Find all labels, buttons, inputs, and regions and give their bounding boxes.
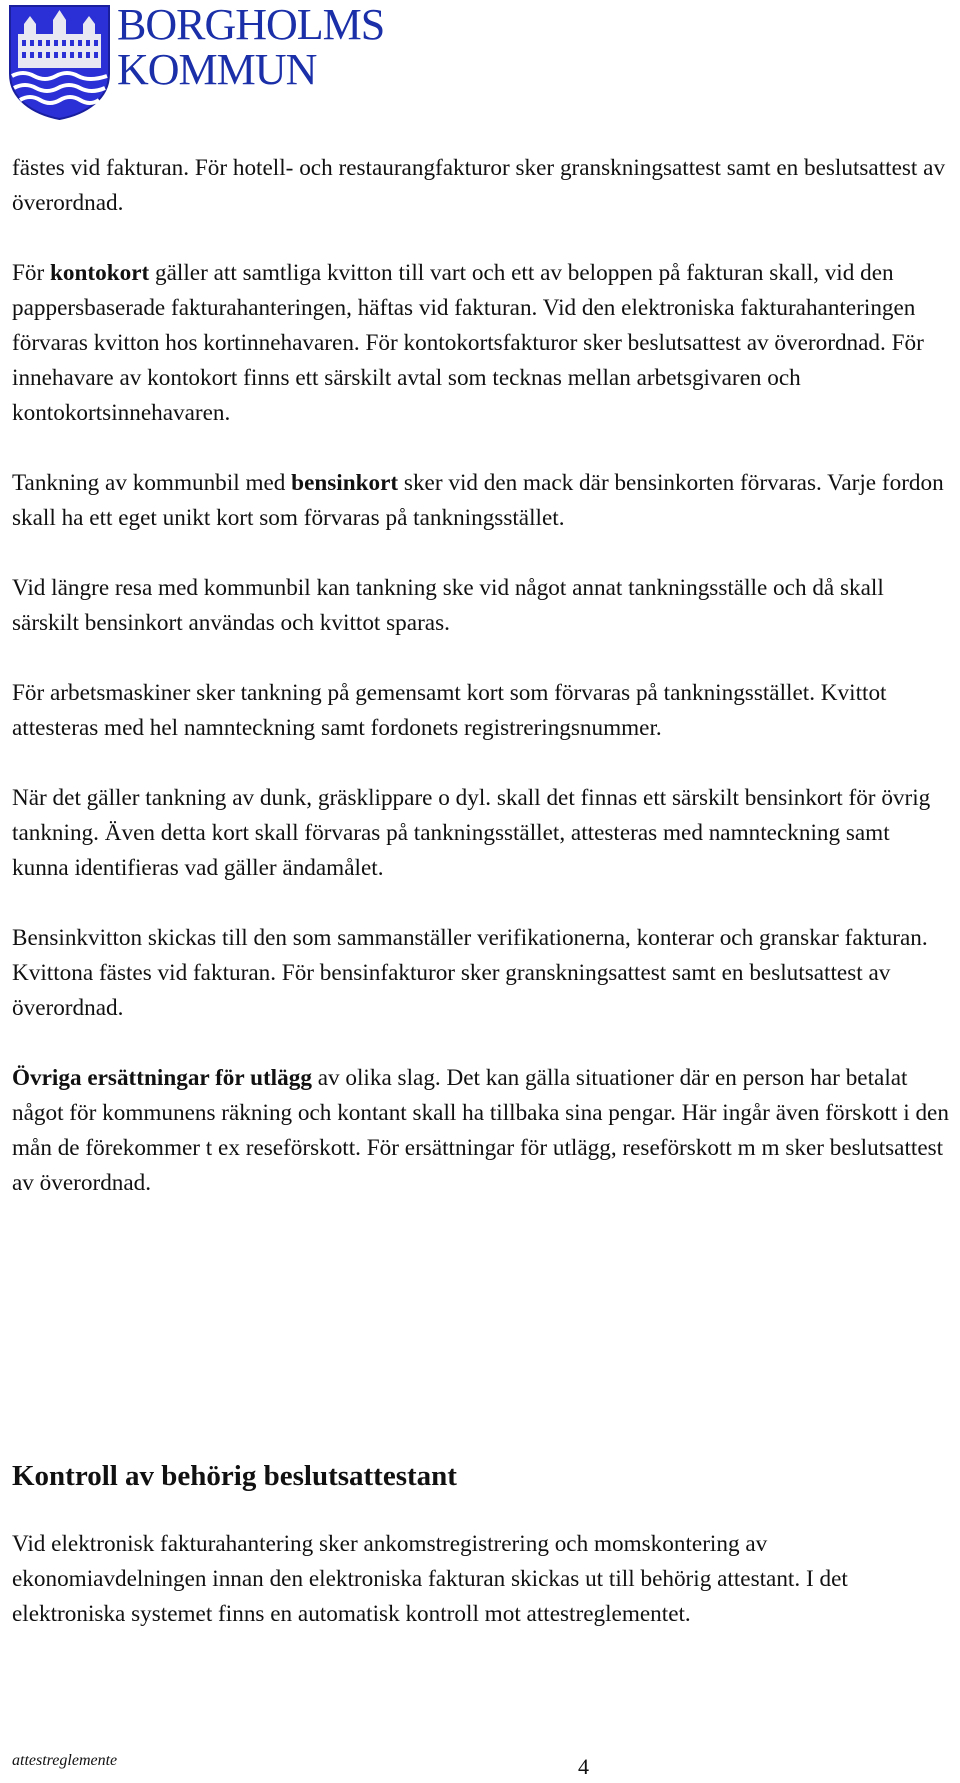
bold-term: bensinkort xyxy=(291,470,399,496)
paragraph-credit-cards xyxy=(12,256,952,431)
paragraph-text: av olika slag. Det kan gälla situationer där en person har betalat något för kommunens räkning och kontant skall ha tillbaka sina pengar. Här ingår även förskott i den mån de förekommer t ex reseförskott. För ersättningar för utlägg, reseförskott m m sker beslutsattest av överordnad. xyxy=(12,1065,949,1196)
paragraph-text: Vid längre resa med kommunbil kan tankning ske vid något annat tankningsställe och då skall särskilt bensinkort användas och kvittot sparas. xyxy=(12,575,884,636)
paragraph-text: För arbetsmaskiner sker tankning på gemensamt kort som förvaras på tankningsstället. Kvittot attesteras med hel namnteckning samt fordonets registreringsnummer. xyxy=(12,680,887,741)
paragraph-hotel-invoices xyxy=(12,151,952,221)
section-paragraph: Vid elektronisk fakturahantering sker ankomstregistrering och momskontering av ekonomiavdelningen innan den elektroniska fakturan skickas ut till behörig attestant. I det elektroniska systemet finns en automatisk kontroll mot attestreglementet. xyxy=(12,1531,848,1627)
paragraph-fuel-receipts xyxy=(12,921,952,1026)
paragraph-text: fästes vid fakturan. För hotell- och restaurangfakturor sker granskningsattest samt en beslutsattest av överordnad. xyxy=(12,155,946,216)
paragraph-text: sker vid den mack där bensinkorten förvaras. Varje fordon skall ha ett eget unikt kort som förvaras på tankningsstället. xyxy=(12,470,944,531)
paragraph-text: gäller att samtliga kvitton till vart och ett av beloppen på fakturan skall, vid den pappersbaserade fakturahanteringen, häftas vid fakturan. Vid den elektroniska fakturahanteringen förvaras kvitton hos kortinnehavaren. För kontokortsfakturor sker beslutsattest av överordnad. För innehavare av kontokort finns ett särskilt avtal som tecknas mellan arbetsgivaren och kontokortsinnehavaren. xyxy=(12,260,924,426)
section-heading: Kontroll av behörig beslutsattestant xyxy=(12,1460,457,1492)
municipal-coat-of-arms-icon xyxy=(8,4,111,121)
bold-term: Övriga ersättningar för utlägg xyxy=(12,1065,312,1091)
document-body xyxy=(12,151,952,1236)
footer-document-name: attestreglemente xyxy=(12,1752,118,1769)
municipality-name xyxy=(117,2,384,92)
page-header xyxy=(8,0,385,122)
paragraph-other-fueling xyxy=(12,781,952,886)
logo-line-1: BORGHOLMS xyxy=(117,0,385,49)
paragraph-text: Bensinkvitton skickas till den som sammanställer verifikationerna, konterar och granskar fakturan. Kvittona fästes vid fakturan. För bensinfakturor sker granskningsattest samt en beslutsattest av överordnad. xyxy=(12,925,928,1021)
paragraph-work-machines xyxy=(12,676,952,746)
page-number: 4 xyxy=(578,1754,589,1779)
paragraph-fuel-cards xyxy=(12,466,952,536)
paragraph-text: När det gäller tankning av dunk, gräsklippare o dyl. skall det finnas ett särskilt bensinkort för övrig tankning. Även detta kort skall förvaras på tankningsstället, attesteras med namnteckning samt kunna identifieras vad gäller ändamålet. xyxy=(12,785,931,881)
paragraph-text: Tankning av kommunbil med xyxy=(12,470,292,496)
logo-line-2: KOMMUN xyxy=(117,45,317,94)
paragraph-reimbursements xyxy=(12,1061,952,1201)
paragraph-text: För xyxy=(12,260,51,286)
paragraph-long-trips xyxy=(12,571,952,641)
bold-term: kontokort xyxy=(50,260,150,286)
